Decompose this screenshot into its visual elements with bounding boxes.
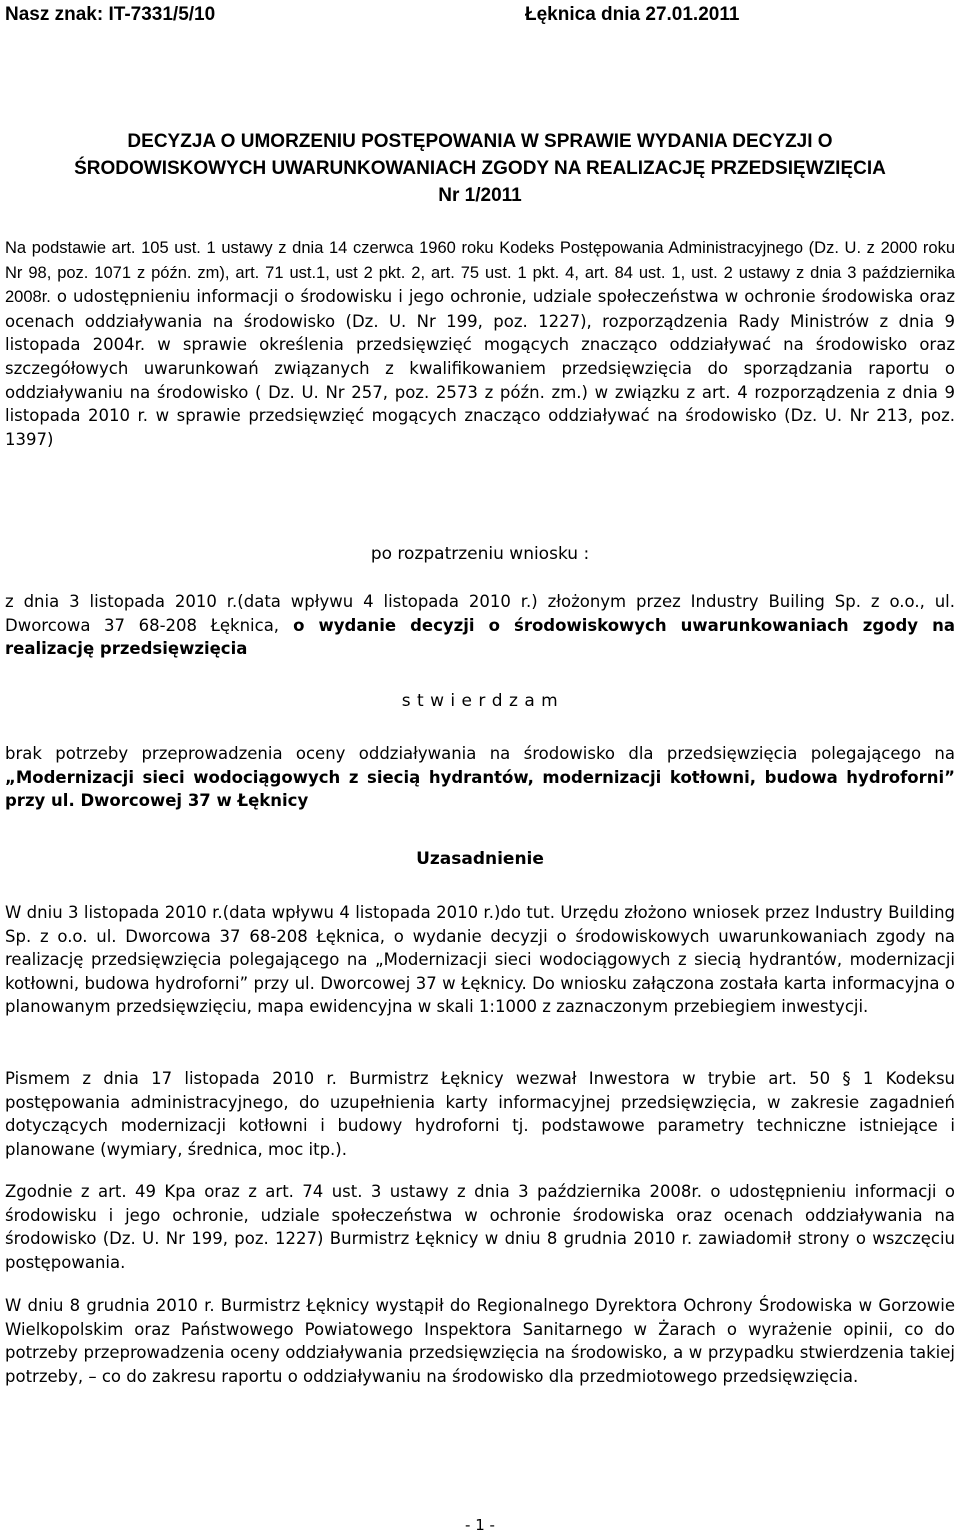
finding-paragraph xyxy=(5,742,955,813)
justification-paragraph-2: Pismem z dnia 17 listopada 2010 r. Burmistrz Łęknicy wezwał Inwestora w trybie art. 50 § 1 Kodeksu postępowania administracyjnego, do uzupełnienia karty informacyjnej przedsięwzięcia, w zakresie zagadnień dotyczących modernizacji kotłowni i budowy hydroforni tj. podstawowe parametry techniczne istniejące i planowane (wymiary, średnica, moc itp.). xyxy=(5,1069,955,1159)
finding-text: brak potrzeby przeprowadzenia oceny oddziaływania na środowisko dla przedsięwzięcia polegającego na xyxy=(5,744,955,763)
justification-paragraph-1: W dniu 3 listopada 2010 r.(data wpływu 4 listopada 2010 r.)do tut. Urzędu złożono wniosek przez Industry Building Sp. z o.o. ul. Dworcowa 37 68-208 Łęknica, o wydanie decyzji o środowiskowych uwarunkowaniach zgody na realizację przedsięwzięcia polegającego na „Modernizacji sieci wodociągowych z siecią hydrantów, modernizacji kotłowni, budowa hydroforni” przy ul. Dworcowej 37 w Łęknicy. Do wniosku załączona została karta informacyjna o planowanym przedsięwzięciu, mapa ewidencyjna w skali 1:1000 z zaznaczonym przebiegiem inwestycji. xyxy=(5,903,955,1017)
after-review-line: po rozpatrzeniu wniosku : xyxy=(370,544,590,564)
document-header xyxy=(5,4,955,30)
request-paragraph xyxy=(5,590,955,661)
legal-basis-part-2: o udostępnieniu informacji o środowisku i jego ochronie, udziale społeczeństwa w ochronie środowiska oraz ocenach oddziaływania na środowisko (Dz. U. Nr 199, poz. 1227), rozporządzenia Rady Ministrów z dnia 9 listopada 2004r. w sprawie określenia przedsięwzięć mogących znacząco oddziaływać na środowisko oraz szczegółowych uwarunkowań związanych z kwalifikowaniem przedsięwzięcia do sporządzania raportu o oddziaływaniu na środowisko ( Dz. U. Nr 257, poz. 2573 z późn. zm.) w związku z art. 4 rozporządzenia z dnia 9 listopada 2010 r. w sprawie przedsięwzięć mogących znacząco oddziaływać na środowisko (Dz. U. Nr 213, poz. 1397) xyxy=(5,287,955,449)
justification-heading: Uzasadnienie xyxy=(416,849,544,869)
legal-basis-part-1: Na podstawie art. 105 ust. 1 ustawy z dnia 14 czerwca 1960 roku Kodeks Postępowania Administracyjnego (Dz. U. z 2000 roku Nr 98, poz. 1071 z późn. zm), art. 71 ust.1, ust 2 pkt. 2, art. 75 ust. 1 pkt. 4, art. 84 ust. 1, ust. 2 ustawy z dnia 3 października 2008r. xyxy=(5,239,955,307)
project-name: „Modernizacji sieci wodociągowych z siecią hydrantów, modernizacji kotłowni, budowa hydroforni” xyxy=(5,767,955,787)
title-line-3: Nr 1/2011 xyxy=(438,185,522,206)
reference-number: Nasz znak: IT-7331/5/10 xyxy=(5,4,216,25)
decision-title xyxy=(5,128,955,209)
request-subject: o wydanie decyzji o środowiskowych uwarunkowaniach zgody na realizację przedsięwzięcia xyxy=(5,615,955,659)
legal-basis-paragraph xyxy=(5,236,955,451)
title-line-1: DECYZJA O UMORZENIU POSTĘPOWANIA W SPRAWIE WYDANIA DECYZJI O xyxy=(127,131,833,152)
justification-paragraph-4: W dniu 8 grudnia 2010 r. Burmistrz Łęknicy wystąpił do Regionalnego Dyrektora Ochrony Środowiska w Gorzowie Wielkopolskim oraz Państwowego Powiatowego Inspektora Sanitarnego w Żarach o wyrażenie opinii, co do potrzeby przeprowadzenia oceny oddziaływania przedsięwzięcia na środowisko, a w przypadku stwierdzenia takiej potrzeby, – co do zakresu raportu o oddziaływaniu na środowisko dla przedmiotowego przedsięwzięcia. xyxy=(5,1296,955,1386)
decision-word: s t w i e r d z a m xyxy=(401,691,559,711)
page-number: - 1 - xyxy=(465,1516,495,1534)
justification-paragraph-3: Zgodnie z art. 49 Kpa oraz z art. 74 ust. 3 ustawy z dnia 3 października 2008r. o udostępnieniu informacji o środowisku i jego ochronie, udziale społeczeństwa w ochronie środowiska oraz ocenach oddziaływania na środowisko (Dz. U. Nr 199, poz. 1227) Burmistrz Łęknicy w dniu 8 grudnia 2010 r. zawiadomił strony o wszczęciu postępowania. xyxy=(5,1182,955,1272)
project-location: przy ul. Dworcowej 37 w Łęknicy xyxy=(5,791,309,811)
title-line-2: ŚRODOWISKOWYCH UWARUNKOWANIACH ZGODY NA REALIZACJĘ PRZEDSIĘWZIĘCIA xyxy=(74,158,886,179)
place-and-date: Łęknica dnia 27.01.2011 xyxy=(525,4,740,25)
request-text: z dnia 3 listopada 2010 r.(data wpływu 4 listopada 2010 r.) złożonym przez Industry Builing Sp. z o.o., ul. Dworcowa 37 68-208 Łęknica, xyxy=(5,592,955,635)
